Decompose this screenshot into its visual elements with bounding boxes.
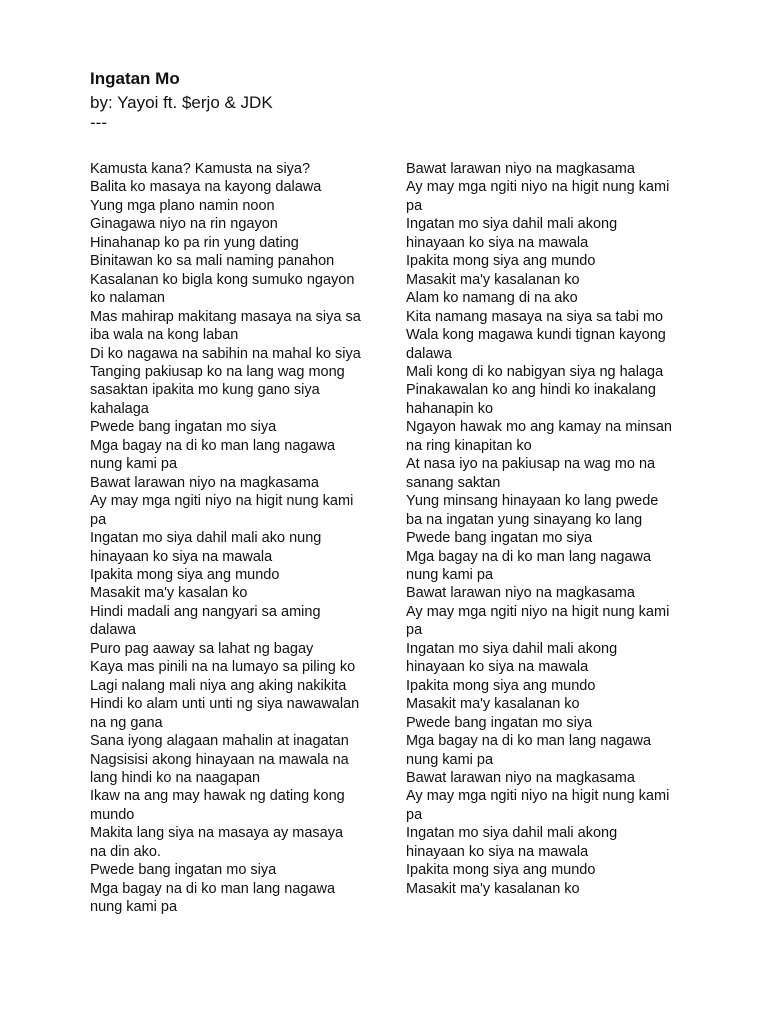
lyric-line: Hinahanap ko pa rin yung dating xyxy=(90,234,299,251)
lyric-line: Kaya mas pinili na na lumayo sa piling ko xyxy=(90,659,356,676)
lyric-line: hinayaan ko siya na mawala xyxy=(90,548,273,565)
lyric-line: Ingatan mo siya dahil mali akong xyxy=(406,640,618,657)
lyric-line: pa xyxy=(406,197,423,214)
lyric-line: Ipakita mong siya ang mundo xyxy=(90,566,280,583)
lyric-line: Balita ko masaya na kayong dalawa xyxy=(90,179,322,196)
lyric-line: Masakit ma'y kasalan ko xyxy=(90,585,248,602)
lyric-line: Pwede bang ingatan mo siya xyxy=(90,862,277,879)
song-title: Ingatan Mo xyxy=(90,69,180,88)
lyric-line: Pwede bang ingatan mo siya xyxy=(90,419,277,436)
lyric-line: Makita lang siya na masaya ay masaya xyxy=(90,825,344,842)
lyric-line: Bawat larawan niyo na magkasama xyxy=(90,474,319,491)
lyric-line: Puro pag aaway sa lahat ng bagay xyxy=(90,640,314,657)
lyric-line: Ikaw na ang may hawak ng dating kong xyxy=(90,788,345,805)
lyric-line: Mga bagay na di ko man lang nagawa xyxy=(406,548,652,565)
lyric-line: Masakit ma'y kasalanan ko xyxy=(406,696,580,713)
lyric-line: Mga bagay na di ko man lang nagawa xyxy=(90,880,336,897)
lyric-line: iba wala na kong laban xyxy=(90,327,239,344)
lyric-line: Mas mahirap makitang masaya na siya sa xyxy=(90,308,361,325)
lyric-line: Ay may mga ngiti niyo na higit nung kami xyxy=(406,603,670,620)
lyric-line: hinayaan ko siya na mawala xyxy=(406,234,589,251)
lyric-line: Yung minsang hinayaan ko lang pwede xyxy=(406,493,659,510)
lyric-line: Masakit ma'y kasalanan ko xyxy=(406,271,580,288)
lyric-line: Pinakawalan ko ang hindi ko inakalang xyxy=(406,382,656,399)
lyric-line: hahanapin ko xyxy=(406,400,494,417)
lyric-line: Bawat larawan niyo na magkasama xyxy=(406,585,635,602)
lyric-line: Ngayon hawak mo ang kamay na minsan xyxy=(406,419,672,436)
lyric-line: pa xyxy=(406,806,423,823)
lyric-line: kahalaga xyxy=(90,400,149,417)
lyric-line: Yung mga plano namin noon xyxy=(90,197,275,214)
lyric-line: Alam ko namang di na ako xyxy=(406,290,578,307)
lyric-line: na din ako. xyxy=(90,843,161,860)
lyric-line: Masakit ma'y kasalanan ko xyxy=(406,880,580,897)
lyric-line: Mali kong di ko nabigyan siya ng halaga xyxy=(406,363,664,380)
lyric-line: Ay may mga ngiti niyo na higit nung kami xyxy=(406,179,670,196)
lyric-line: mundo xyxy=(90,806,135,823)
lyric-line: Ingatan mo siya dahil mali ako nung xyxy=(90,530,322,547)
lyric-line: na ring kinapitan ko xyxy=(406,437,532,454)
lyric-line: Hindi ko alam unti unti ng siya nawawalan xyxy=(90,696,360,713)
lyric-line: Binitawan ko sa mali naming panahon xyxy=(90,253,335,270)
lyric-line: ba na ingatan yung sinayang ko lang xyxy=(406,511,643,528)
lyric-line: Hindi madali ang nangyari sa aming xyxy=(90,603,321,620)
lyrics-column-right xyxy=(406,160,680,898)
lyric-line: Mga bagay na di ko man lang nagawa xyxy=(90,437,336,454)
lyric-line: Wala kong magawa kundi tignan kayong xyxy=(406,327,666,344)
lyric-line: lang hindi ko na naagapan xyxy=(90,769,261,786)
lyric-line: dalawa xyxy=(406,345,452,362)
lyric-line: Di ko nagawa na sabihin na mahal ko siya xyxy=(90,345,361,362)
lyric-line: Kita namang masaya na siya sa tabi mo xyxy=(406,308,664,325)
lyric-line: Bawat larawan niyo na magkasama xyxy=(406,769,635,786)
lyric-line: nung kami pa xyxy=(90,899,178,916)
lyric-line: hinayaan ko siya na mawala xyxy=(406,843,589,860)
lyric-line: Lagi nalang mali niya ang aking nakikita xyxy=(90,677,347,694)
song-byline: by: Yayoi ft. $erjo & JDK xyxy=(90,93,273,112)
lyric-line: dalawa xyxy=(90,622,136,639)
lyric-line: pa xyxy=(406,622,423,639)
lyric-line: nung kami pa xyxy=(406,751,494,768)
lyric-line: na ng gana xyxy=(90,714,163,731)
lyric-line: nung kami pa xyxy=(90,456,178,473)
lyric-line: hinayaan ko siya na mawala xyxy=(406,659,589,676)
lyric-line: Ay may mga ngiti niyo na higit nung kami xyxy=(406,788,670,805)
lyric-line: Pwede bang ingatan mo siya xyxy=(406,714,593,731)
lyric-line: Ingatan mo siya dahil mali akong xyxy=(406,216,618,233)
lyric-line: Bawat larawan niyo na magkasama xyxy=(406,161,635,177)
lyric-line: nung kami pa xyxy=(406,566,494,583)
lyric-line: Pwede bang ingatan mo siya xyxy=(406,530,593,547)
lyric-line: Ay may mga ngiti niyo na higit nung kami xyxy=(90,493,354,510)
lyric-line: Ipakita mong siya ang mundo xyxy=(406,253,596,270)
lyric-line: Ingatan mo siya dahil mali akong xyxy=(406,825,618,842)
lyric-line: sanang saktan xyxy=(406,474,501,491)
lyric-line: Tanging pakiusap ko na lang wag mong xyxy=(90,363,345,380)
lyric-line: sasaktan ipakita mo kung gano siya xyxy=(90,382,320,399)
lyric-line: Nagsisisi akong hinayaan na mawala na xyxy=(90,751,349,768)
lyric-line: ko nalaman xyxy=(90,290,165,307)
lyrics-column-left xyxy=(90,160,372,917)
lyric-line: Mga bagay na di ko man lang nagawa xyxy=(406,733,652,750)
lyric-line: Ginagawa niyo na rin ngayon xyxy=(90,216,278,233)
lyric-line: pa xyxy=(90,511,107,528)
lyric-line: Ipakita mong siya ang mundo xyxy=(406,677,596,694)
lyric-line: Sana iyong alagaan mahalin at inagatan xyxy=(90,733,349,750)
separator-text: --- xyxy=(90,113,107,132)
lyric-line: Kasalanan ko bigla kong sumuko ngayon xyxy=(90,271,355,288)
lyric-line: Ipakita mong siya ang mundo xyxy=(406,862,596,879)
lyric-line: Kamusta kana? Kamusta na siya? xyxy=(90,161,311,177)
lyric-line: At nasa iyo na pakiusap na wag mo na xyxy=(406,456,656,473)
